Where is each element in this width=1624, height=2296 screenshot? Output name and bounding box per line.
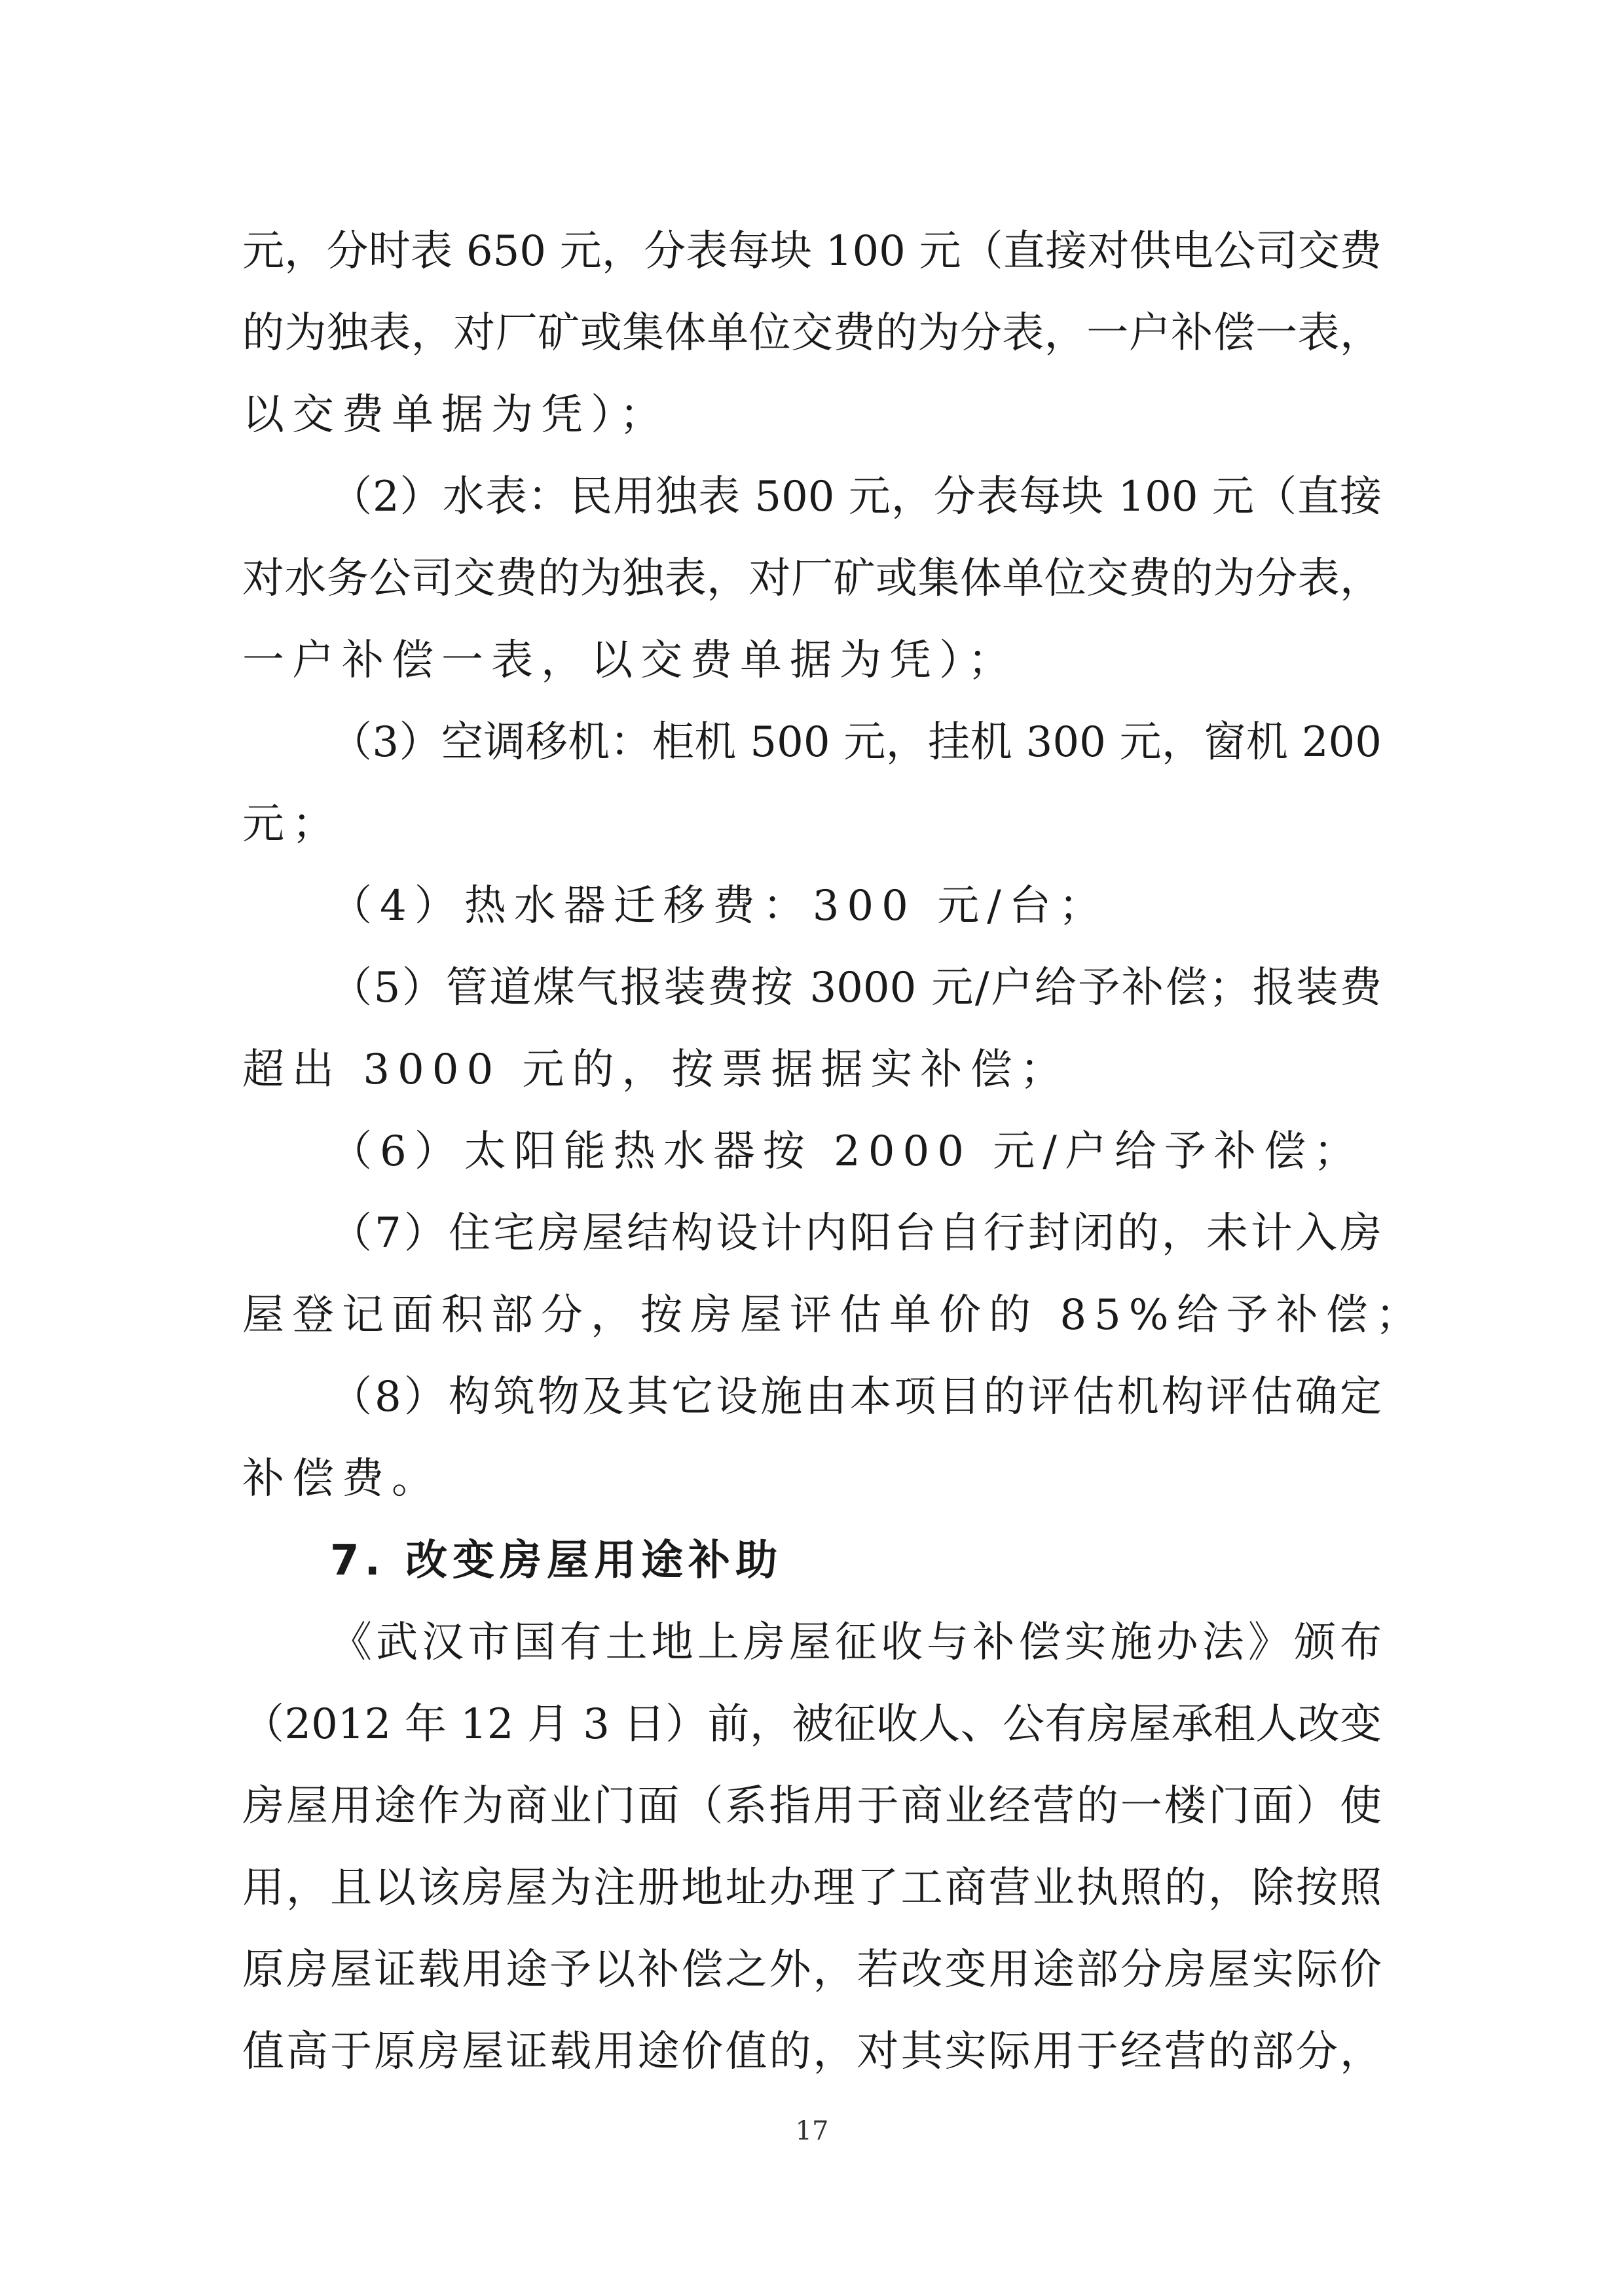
text-line: （2012 年 12 月 3 日）前，被征收人、公有房屋承租人改变 — [242, 1700, 1382, 1749]
page-number: 17 — [795, 2116, 829, 2146]
text-line: 房屋用途作为商业门面（系指用于商业经营的一楼门面）使 — [242, 1782, 1382, 1831]
text-line: 用，且以该房屋为注册地址办理了工商营业执照的，除按照 — [242, 1864, 1382, 1912]
text-line: （5）管道煤气报装费按 3000 元/户给予补偿；报装费 — [330, 964, 1382, 1012]
text-line: 元，分时表 650 元，分表每块 100 元（直接对供电公司交费 — [242, 227, 1382, 276]
text-line: （8）构筑物及其它设施由本项目的评估机构评估确定 — [330, 1373, 1382, 1421]
text-line: （7）住宅房屋结构设计内阳台自行封闭的，未计入房 — [330, 1209, 1382, 1258]
text-line: 元； — [242, 800, 342, 848]
text-line: 值高于原房屋证载用途价值的，对其实际用于经营的部分， — [242, 2028, 1382, 2076]
text-line: 以交费单据为凭）； — [242, 391, 669, 439]
text-line: 一户补偿一表，以交费单据为凭）； — [242, 636, 1018, 685]
section-heading: 7. 改变房屋用途补助 — [330, 1537, 783, 1585]
text-line: 对水务公司交费的为独表，对厂矿或集体单位交费的为分表， — [242, 555, 1382, 603]
text-line: （3）空调移机：柜机 500 元，挂机 300 元，窗机 200 — [330, 718, 1382, 767]
text-line: 屋登记面积部分，按房屋评估单价的 85%给予补偿； — [242, 1291, 1426, 1339]
text-line: （2）水表：民用独表 500 元，分表每块 100 元（直接 — [330, 473, 1382, 521]
text-line: 的为独表，对厂矿或集体单位交费的为分表，一户补偿一表， — [242, 309, 1382, 357]
text-line: 原房屋证载用途予以补偿之外，若改变用途部分房屋实际价 — [242, 1946, 1382, 1994]
text-line: 超出 3000 元的，按票据据实补偿； — [242, 1046, 1070, 1094]
text-line: 《武汉市国有土地上房屋征收与补偿实施办法》颁布 — [330, 1618, 1382, 1667]
text-line: 补偿费。 — [242, 1455, 441, 1503]
document-body — [242, 211, 1426, 2093]
text-line: （4）热水器迁移费：300 元/台； — [330, 882, 1109, 930]
text-line: （6）太阳能热水器按 2000 元/户给予补偿； — [330, 1127, 1363, 1176]
